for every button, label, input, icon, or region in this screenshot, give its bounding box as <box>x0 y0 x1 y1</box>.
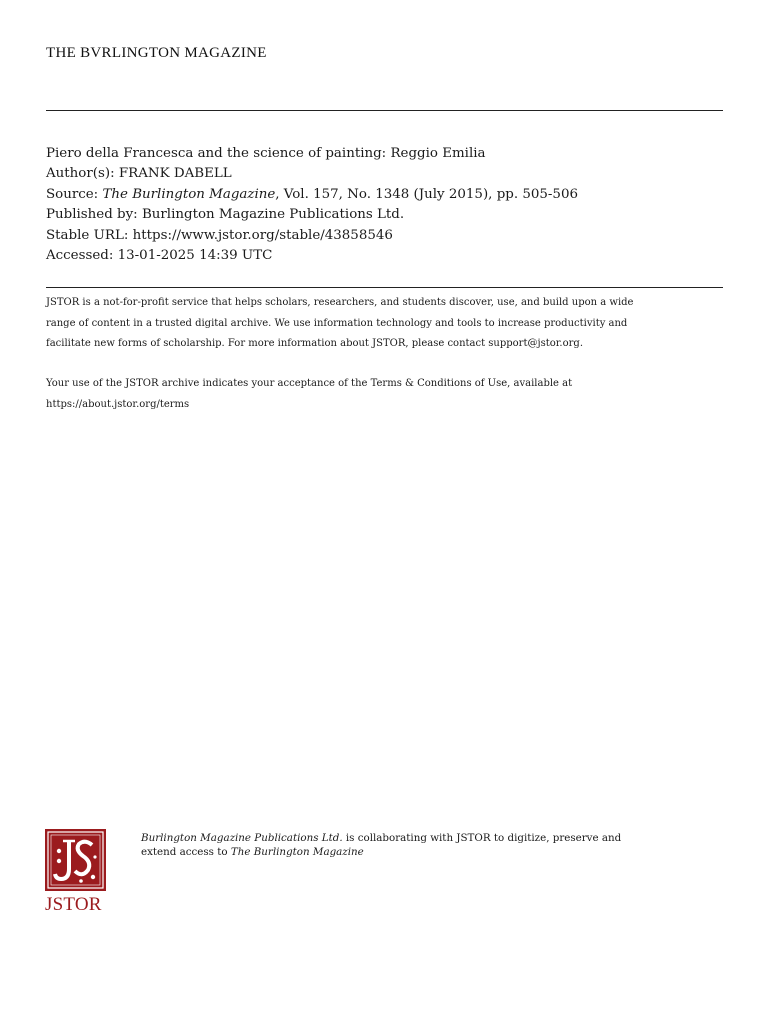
terms-notice <box>46 374 723 415</box>
jstor-logo-icon <box>45 829 106 891</box>
accessed-date: 13-01-2025 14:39 UTC <box>117 248 273 264</box>
source-details: , Vol. 157, No. 1348 (July 2015), pp. 505-506 <box>275 186 578 202</box>
article-publisher <box>46 205 578 225</box>
jstor-logo-text: JSTOR <box>45 894 102 915</box>
collaboration-line <box>141 832 621 846</box>
terms-notice-line: Your use of the JSTOR archive indicates your acceptance of the Terms & Conditions of Use, available at <box>46 378 573 389</box>
journal-name: THE BVRLINGTON MAGAZINE <box>46 45 267 61</box>
stable-url-link[interactable]: https://www.jstor.org/stable/43858546 <box>132 227 393 243</box>
author-label: Author(s): <box>46 166 119 182</box>
jstor-logo[interactable] <box>45 829 107 921</box>
collaboration-note <box>141 832 621 859</box>
article-metadata <box>46 144 578 266</box>
article-source <box>46 185 578 205</box>
jstor-notice-line: JSTOR is a not-for-profit service that helps scholars, researchers, and students discover, use, and build upon a wide <box>46 297 634 308</box>
divider-middle <box>46 287 723 288</box>
collab-text: extend access to <box>141 845 231 858</box>
publisher-label: Published by: <box>46 207 142 223</box>
source-label: Source: <box>46 186 103 202</box>
publisher-name: Burlington Magazine Publications Ltd. <box>141 207 405 223</box>
stable-url-label: Stable URL: <box>46 227 133 243</box>
author-name: FRANK DABELL <box>118 166 232 182</box>
article-accessed <box>46 246 578 266</box>
collab-journal: The Burlington Magazine <box>230 845 364 858</box>
accessed-label: Accessed: <box>46 248 118 264</box>
collab-text: is collaborating with JSTOR to digitize, preserve and <box>342 832 622 844</box>
collaboration-line <box>141 846 621 860</box>
article-stable-url <box>46 226 578 246</box>
article-title: Piero della Francesca and the science of painting: Reggio Emilia <box>46 146 486 161</box>
article-author <box>46 164 578 184</box>
jstor-notice <box>46 293 723 355</box>
divider-top <box>46 110 723 111</box>
source-journal: The Burlington Magazine <box>102 186 276 202</box>
terms-url-link[interactable]: https://about.jstor.org/terms <box>46 398 190 410</box>
jstor-notice-line: facilitate new forms of scholarship. For more information about JSTOR, please contact support@jstor.org. <box>46 338 583 350</box>
jstor-notice-line: range of content in a trusted digital archive. We use information technology and tools to increase productivity and <box>46 317 628 329</box>
collab-publisher: Burlington Magazine Publications Ltd. <box>141 832 343 844</box>
